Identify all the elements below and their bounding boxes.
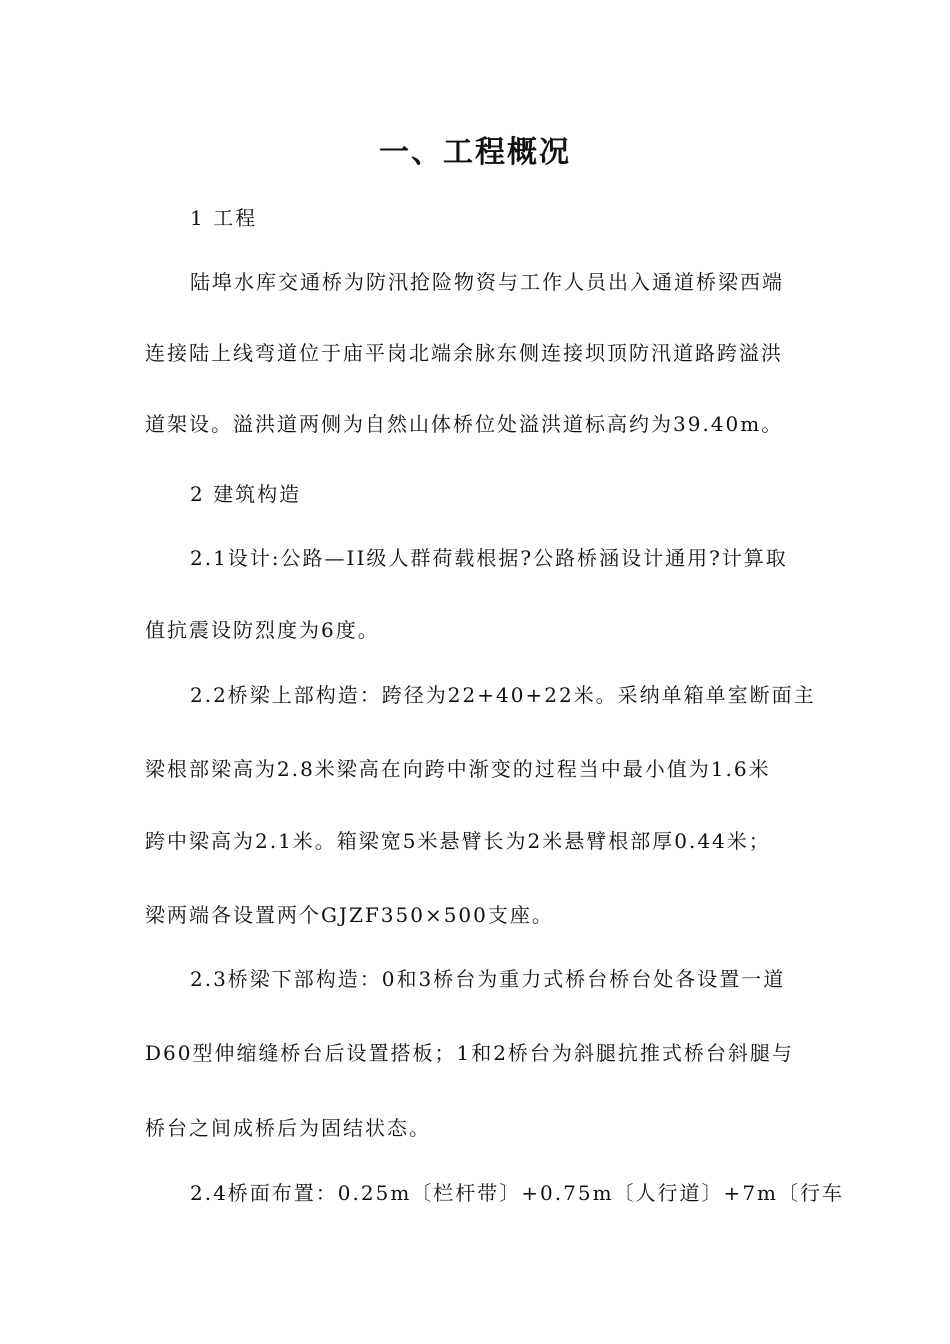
paragraph-line: 桥台之间成桥后为固结状态。 <box>145 1116 431 1140</box>
page-title: 一、工程概况 <box>379 135 571 170</box>
paragraph-line: 值抗震设防烈度为6度。 <box>145 618 380 642</box>
paragraph-line: 梁两端各设置两个GJZF350×500支座。 <box>145 903 554 927</box>
paragraph-line: 连接陆上线弯道位于庙平岗北端余脉东侧连接坝顶防汛道路跨溢洪 <box>145 341 783 365</box>
paragraph-line: 2.2桥梁上部构造：跨径为22+40+22米。采纳单箱单室断面主 <box>190 683 816 707</box>
paragraph-line: 跨中梁高为2.1米。箱梁宽5米悬臂长为2米悬臂根部厚0.44米； <box>145 829 771 853</box>
paragraph-line: 梁根部梁高为2.8米梁高在向跨中渐变的过程当中最小值为1.6米 <box>145 757 771 781</box>
section-heading-1: 1 工程 <box>190 206 258 230</box>
section-heading-2: 2 建筑构造 <box>190 482 302 506</box>
paragraph-line: 陆埠水库交通桥为防汛抢险物资与工作人员出入通道桥梁西端 <box>190 270 784 294</box>
paragraph-line: 2.3桥梁下部构造：0和3桥台为重力式桥台桥台处各设置一道 <box>190 967 786 991</box>
paragraph-line: 道架设。溢洪道两侧为自然山体桥位处溢洪道标高约为39.40m。 <box>145 412 784 436</box>
paragraph-line: D60型伸缩缝桥台后设置搭板；1和2桥台为斜腿抗推式桥台斜腿与 <box>145 1041 794 1065</box>
paragraph-line: 2.4桥面布置：0.25m〔栏杆带〕+0.75m〔人行道〕+7m〔行车 <box>190 1181 845 1205</box>
paragraph-line: 2.1设计:公路—II级人群荷载根据?公路桥涵设计通用?计算取 <box>190 546 788 570</box>
